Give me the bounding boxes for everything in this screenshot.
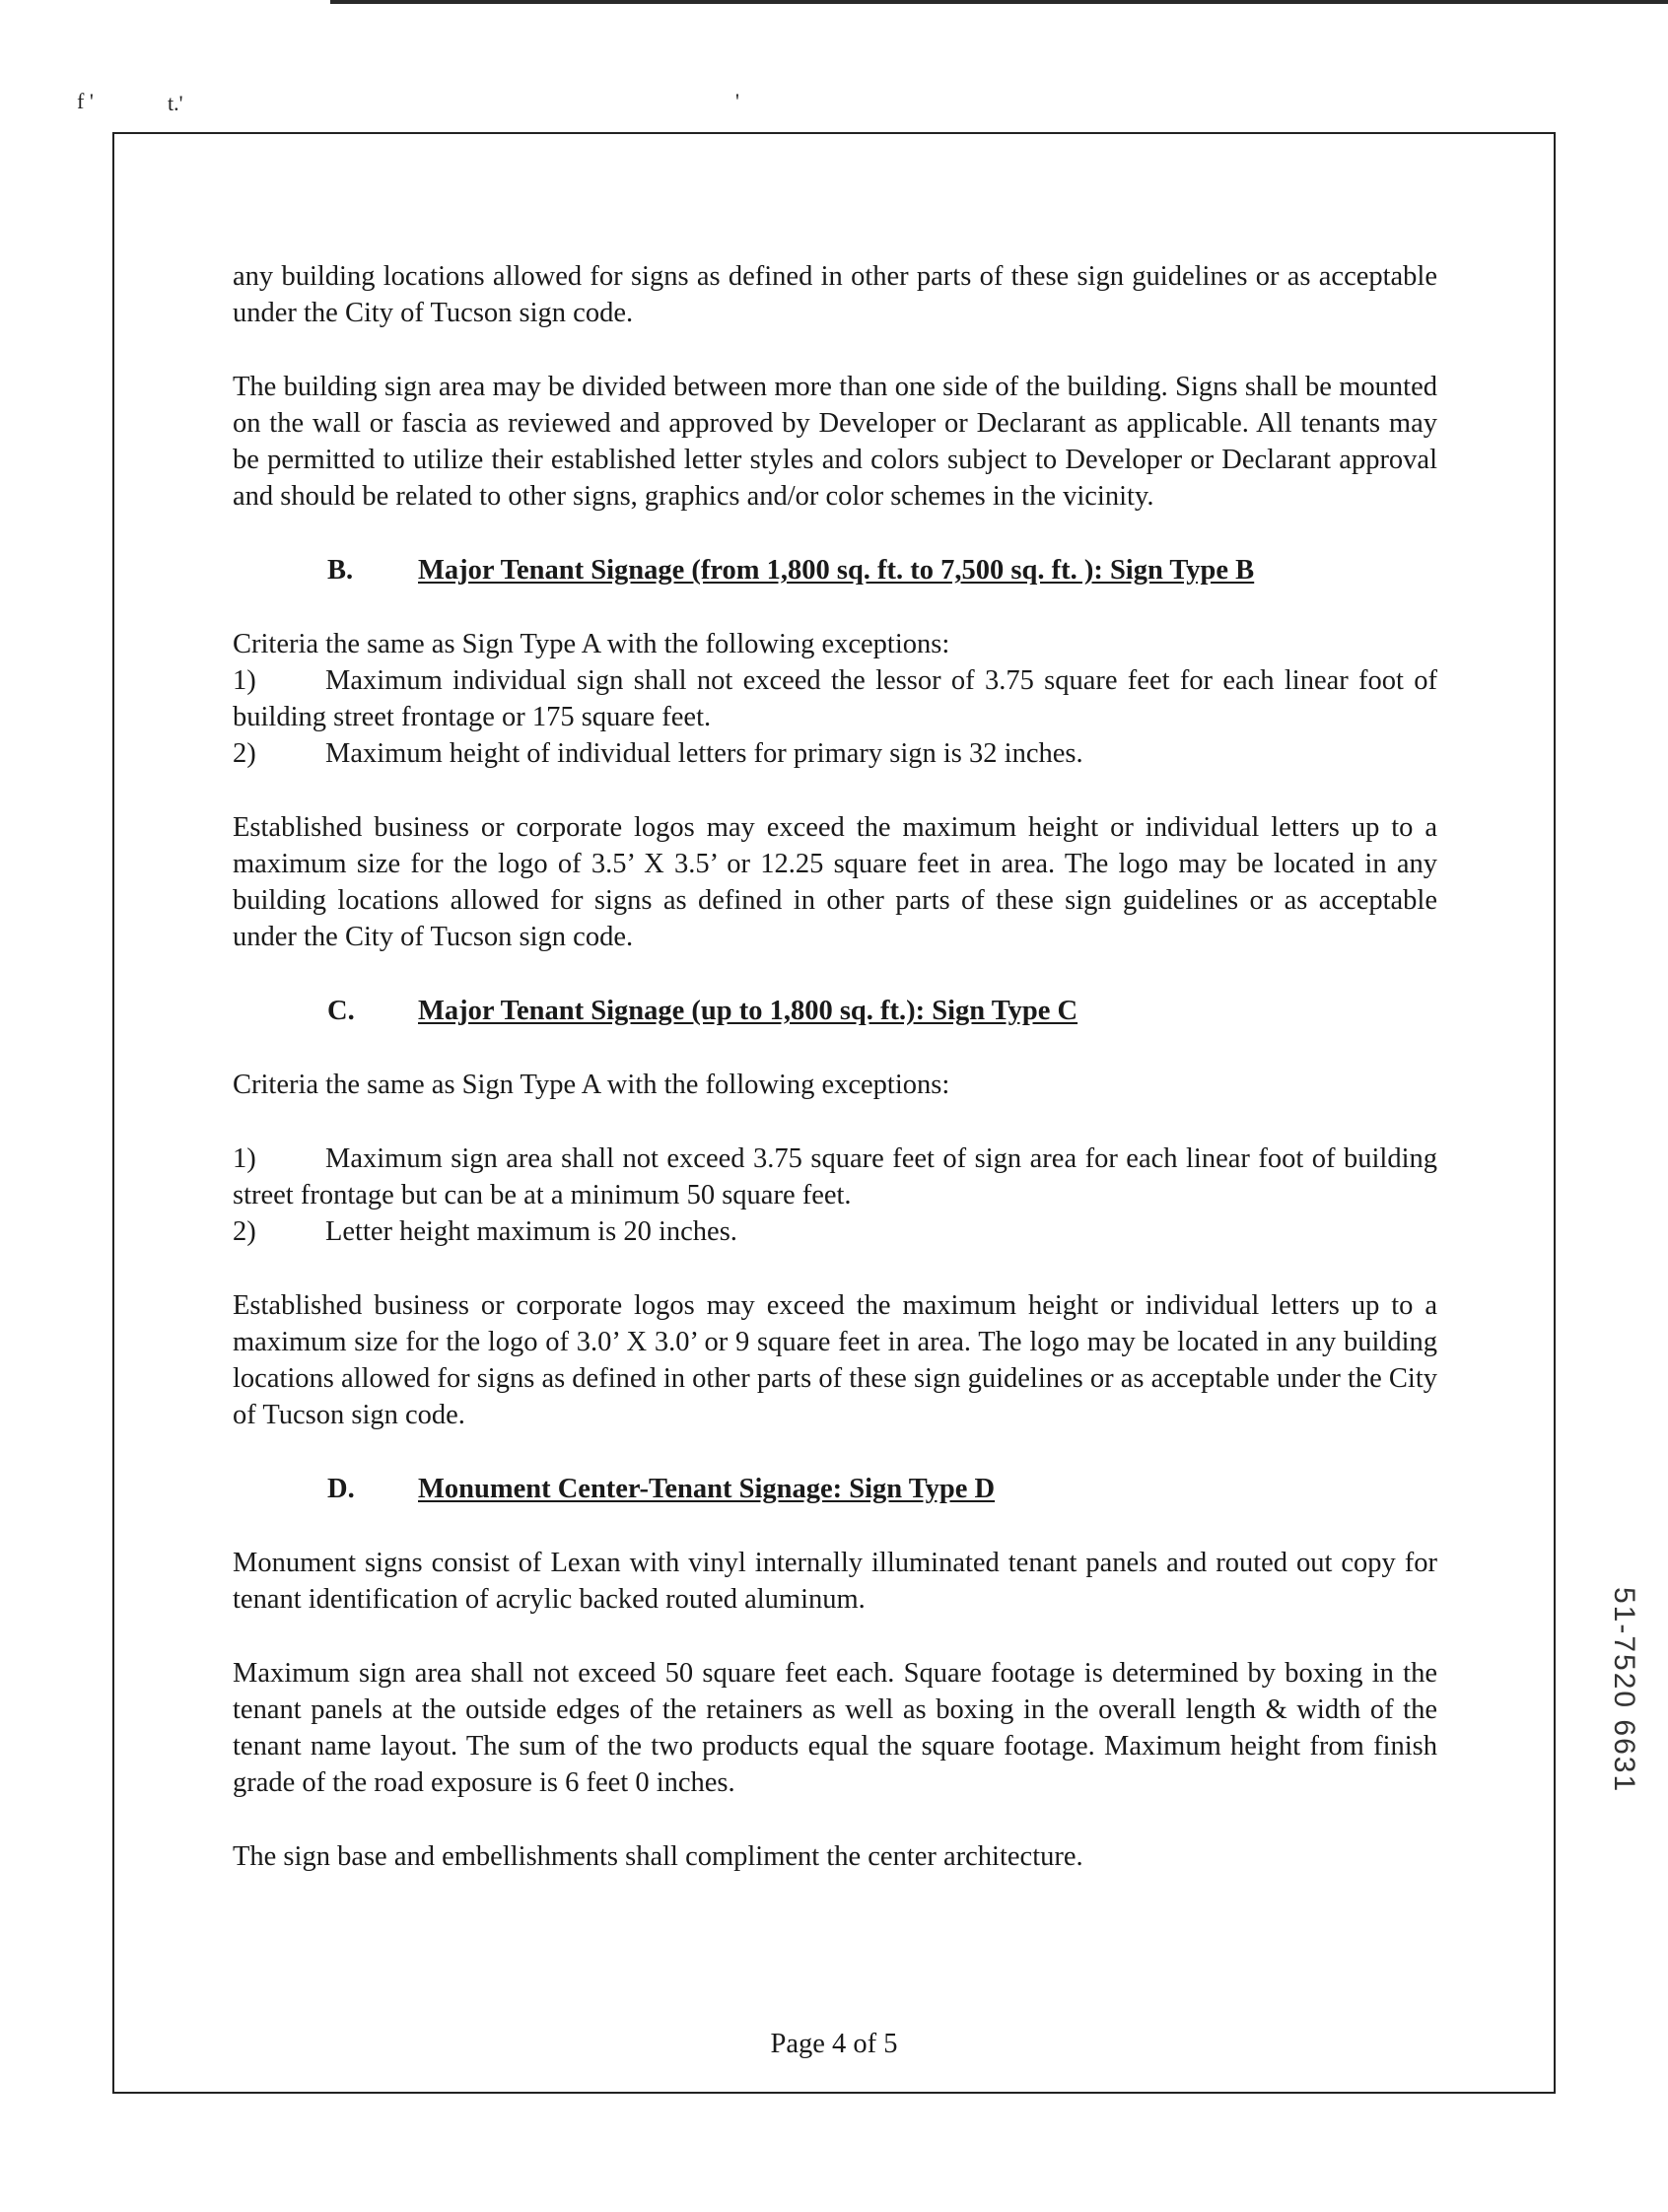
section-b-logos-paragraph: Established business or corporate logos may exceed the maximum height or individual letters up to a maximum size for the logo of 3.5’ X 3.5’ or 12.25 square feet in area. The logo may be located in any building locations allowed for signs as defined in other parts of these sign guidelines or as acceptable under the City of Tucson sign code. (233, 812, 1437, 952)
section-c-heading (233, 993, 1437, 1029)
section-b-letter: B. (327, 555, 354, 586)
section-b-heading (233, 552, 1437, 588)
section-c-item-2-text: Letter height maximum is 20 inches. (325, 1216, 737, 1247)
section-c-letter: C. (327, 996, 355, 1026)
section-c-logos-paragraph: Established business or corporate logos may exceed the maximum height or individual letters up to a maximum size for the logo of 3.0’ X 3.0’ or 9 square feet in area. The logo may be located in any building locations allowed for signs as defined in other parts of these sign guidelines or as acceptable under the City of Tucson sign code. (233, 1290, 1437, 1430)
section-b-item-1-text: Maximum individual sign shall not exceed the lessor of 3.75 square feet for each linear foot of building street frontage or 175 square feet. (233, 665, 1437, 732)
section-b-item-1-num: 1) (233, 665, 256, 696)
recording-number-stamp: 51-7520 6631 (1608, 1587, 1640, 1794)
section-b-criteria (233, 626, 1437, 772)
scan-mark: f ' (77, 89, 94, 113)
section-c-item-1-num: 1) (233, 1143, 256, 1174)
section-c-criteria (233, 1141, 1437, 1250)
section-c-item-2 (233, 1213, 1437, 1250)
section-c-intro: Criteria the same as Sign Type A with the following exceptions: (233, 1070, 950, 1100)
section-d-paragraph-1: Monument signs consist of Lexan with vinyl internally illuminated tenant panels and routed out copy for tenant identification of acrylic backed routed aluminum. (233, 1548, 1437, 1615)
section-b-item-2-num: 2) (233, 738, 256, 769)
scan-mark: ' (735, 89, 739, 113)
intro-paragraph-continued: any building locations allowed for signs as defined in other parts of these sign guidelines or as acceptable under the City of Tucson sign code. (233, 261, 1437, 328)
section-c-item-2-num: 2) (233, 1216, 256, 1247)
section-d-heading (233, 1471, 1437, 1507)
section-c-item-1 (233, 1141, 1437, 1213)
section-b-title: Major Tenant Signage (from 1,800 sq. ft. to 7,500 sq. ft. ): Sign Type B (418, 555, 1255, 586)
section-d-paragraph-3: The sign base and embellishments shall compliment the center architecture. (233, 1841, 1083, 1872)
section-d-letter: D. (327, 1474, 355, 1504)
section-b-intro: Criteria the same as Sign Type A with the following exceptions: (233, 629, 950, 659)
section-d-paragraph-2: Maximum sign area shall not exceed 50 square feet each. Square footage is determined by boxing in the tenant panels at the outside edges of the retainers as well as boxing in the overall length & width of the tenant name layout. The sum of the two products equal the square footage. Maximum height from finish grade of the road exposure is 6 feet 0 inches. (233, 1658, 1437, 1798)
scan-top-edge-line (330, 0, 1668, 4)
section-c-item-1-text: Maximum sign area shall not exceed 3.75 square feet of sign area for each linear foot of building street frontage but can be at a minimum 50 square feet. (233, 1143, 1437, 1210)
section-b-item-1 (233, 662, 1437, 735)
scan-mark: t.' (168, 91, 183, 115)
building-sign-area-paragraph: The building sign area may be divided between more than one side of the building. Signs shall be mounted on the wall or fascia as reviewed and approved by Developer or Declarant as applicable. All tenants may be permitted to utilize their established letter styles and colors subject to Developer or Declarant approval and should be related to other signs, graphics and/or color schemes in the vicinity. (233, 372, 1437, 512)
page-number: Page 4 of 5 (770, 2029, 898, 2059)
section-b-item-2 (233, 735, 1437, 772)
section-b-item-2-text: Maximum height of individual letters for primary sign is 32 inches. (325, 738, 1083, 769)
section-d-title: Monument Center-Tenant Signage: Sign Type D (418, 1474, 996, 1504)
document-body (233, 258, 1437, 1912)
section-c-title: Major Tenant Signage (up to 1,800 sq. ft.): Sign Type C (418, 996, 1078, 1026)
